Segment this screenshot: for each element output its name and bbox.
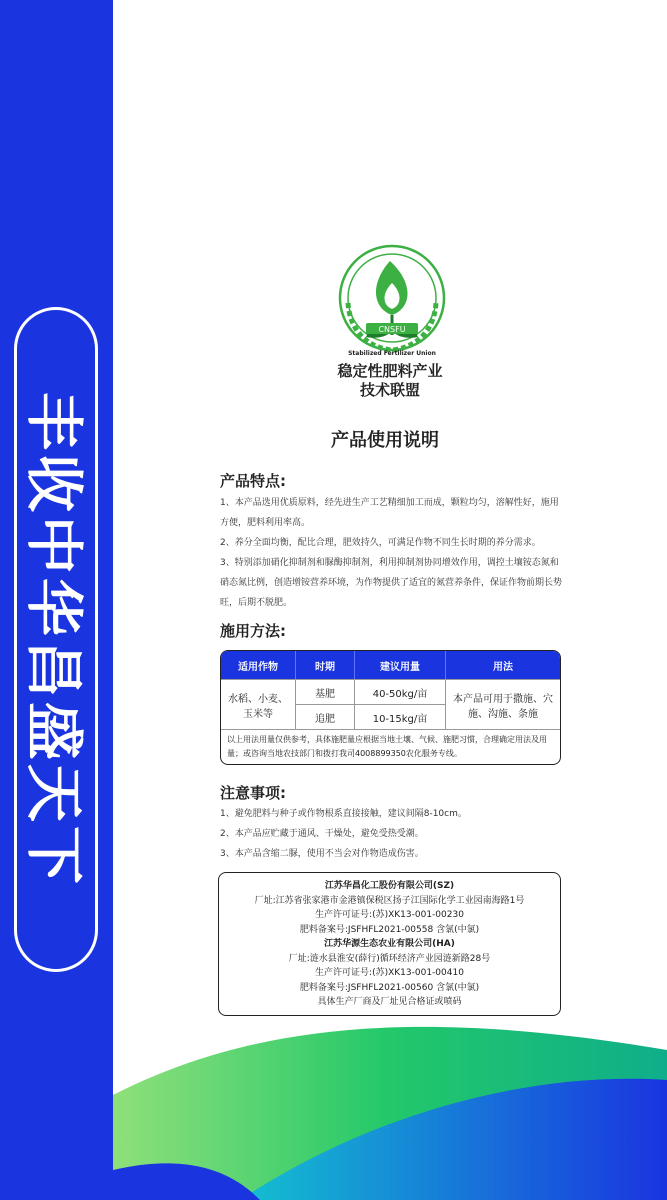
feature-item: 3、特别添加硝化抑制剂和脲酶抑制剂，利用抑制剂协同增效作用，调控土壤铵态氮和硝态氮比例，创造增铵营养环境，为作物提供了适宜的氮营养条件，保证作物前期长势旺，后期不脱肥。 [220, 558, 563, 608]
usage-table [220, 650, 561, 765]
logo-en-name: Stabilized Fertilizer Union [348, 350, 436, 357]
company-info-box [218, 872, 561, 1016]
crop-cell: 水稻、小麦、玉米等 [221, 679, 295, 729]
company-address: 厂址:江苏省张家港市金港镇保税区扬子江国际化学工业园南海路1号 [254, 895, 525, 906]
header-crop: 适用作物 [221, 651, 295, 679]
caution-item: 2、本产品应贮藏于通风、干燥处，避免受热受潮。 [220, 829, 424, 839]
company-record: 肥料备案号:JSFHFL2021-00558 含氯(中氯) [299, 924, 480, 935]
header-method: 用法 [445, 651, 560, 679]
method-cell: 本产品可用于撒施、穴施、沟施、条施 [445, 679, 560, 729]
company-license: 生产许可证号:(苏)XK13-001-00410 [315, 968, 464, 978]
feature-item: 1、本产品选用优质原料，经先进生产工艺精细加工而成，颗粒均匀，溶解性好，施用方便，肥料利用率高。 [220, 498, 559, 528]
usage-heading: 施用方法: [220, 622, 286, 640]
company-license: 生产许可证号:(苏)XK13-001-00230 [315, 910, 464, 920]
logo-cn-line2: 技术联盟 [359, 381, 420, 399]
logo-cn-line1: 稳定性肥料产业 [337, 362, 443, 380]
amount-cell: 10-15kg/亩 [354, 704, 445, 729]
header-amount: 建议用量 [354, 651, 445, 679]
logo-ring-text: CNSFU [378, 325, 406, 334]
caution-heading: 注意事项: [220, 784, 286, 802]
company-address: 厂址:涟水县淮安(薛行)循环经济产业园涟新路28号 [288, 953, 491, 964]
features-heading: 产品特点: [220, 472, 286, 490]
table-row [221, 679, 560, 704]
slogan-text: 丰收中华昌盛天下 [20, 391, 89, 888]
caution-item: 1、避免肥料与种子或作物根系直接接触，建议间隔8-10cm。 [220, 809, 467, 819]
caution-list [220, 804, 565, 864]
company-name: 江苏华昌化工股份有限公司(SZ) [324, 881, 455, 891]
page-title: 产品使用说明 [331, 430, 439, 451]
company-name: 江苏华源生态农业有限公司(HA) [324, 939, 455, 949]
header-period: 时期 [295, 651, 354, 679]
period-cell: 基肥 [295, 679, 354, 704]
brand-sidebar [0, 0, 113, 1200]
company-record: 肥料备案号:JSFHFL2021-00560 含氯(中氯) [299, 982, 480, 993]
features-list [220, 493, 565, 613]
usage-table-header [221, 651, 560, 679]
company-footnote: 具体生产厂商及厂址见合格证或喷码 [317, 997, 462, 1007]
usage-note: 以上用法用量仅供参考，具体施肥量应根据当地土壤、气候、施肥习惯，合理确定用法及用量；或咨询当地农技部门和拨打我司4008899350农化服务专线。 [221, 729, 560, 764]
caution-item: 3、本产品含缩二脲，使用不当会对作物造成伤害。 [220, 849, 424, 859]
amount-cell: 40-50kg/亩 [354, 679, 445, 704]
period-cell: 追肥 [295, 704, 354, 729]
table-note-row [221, 729, 560, 764]
feature-item: 2、养分全面均衡，配比合理，肥效持久，可满足作物不同生长时期的养分需求。 [220, 538, 541, 548]
slogan-pill [14, 307, 98, 972]
